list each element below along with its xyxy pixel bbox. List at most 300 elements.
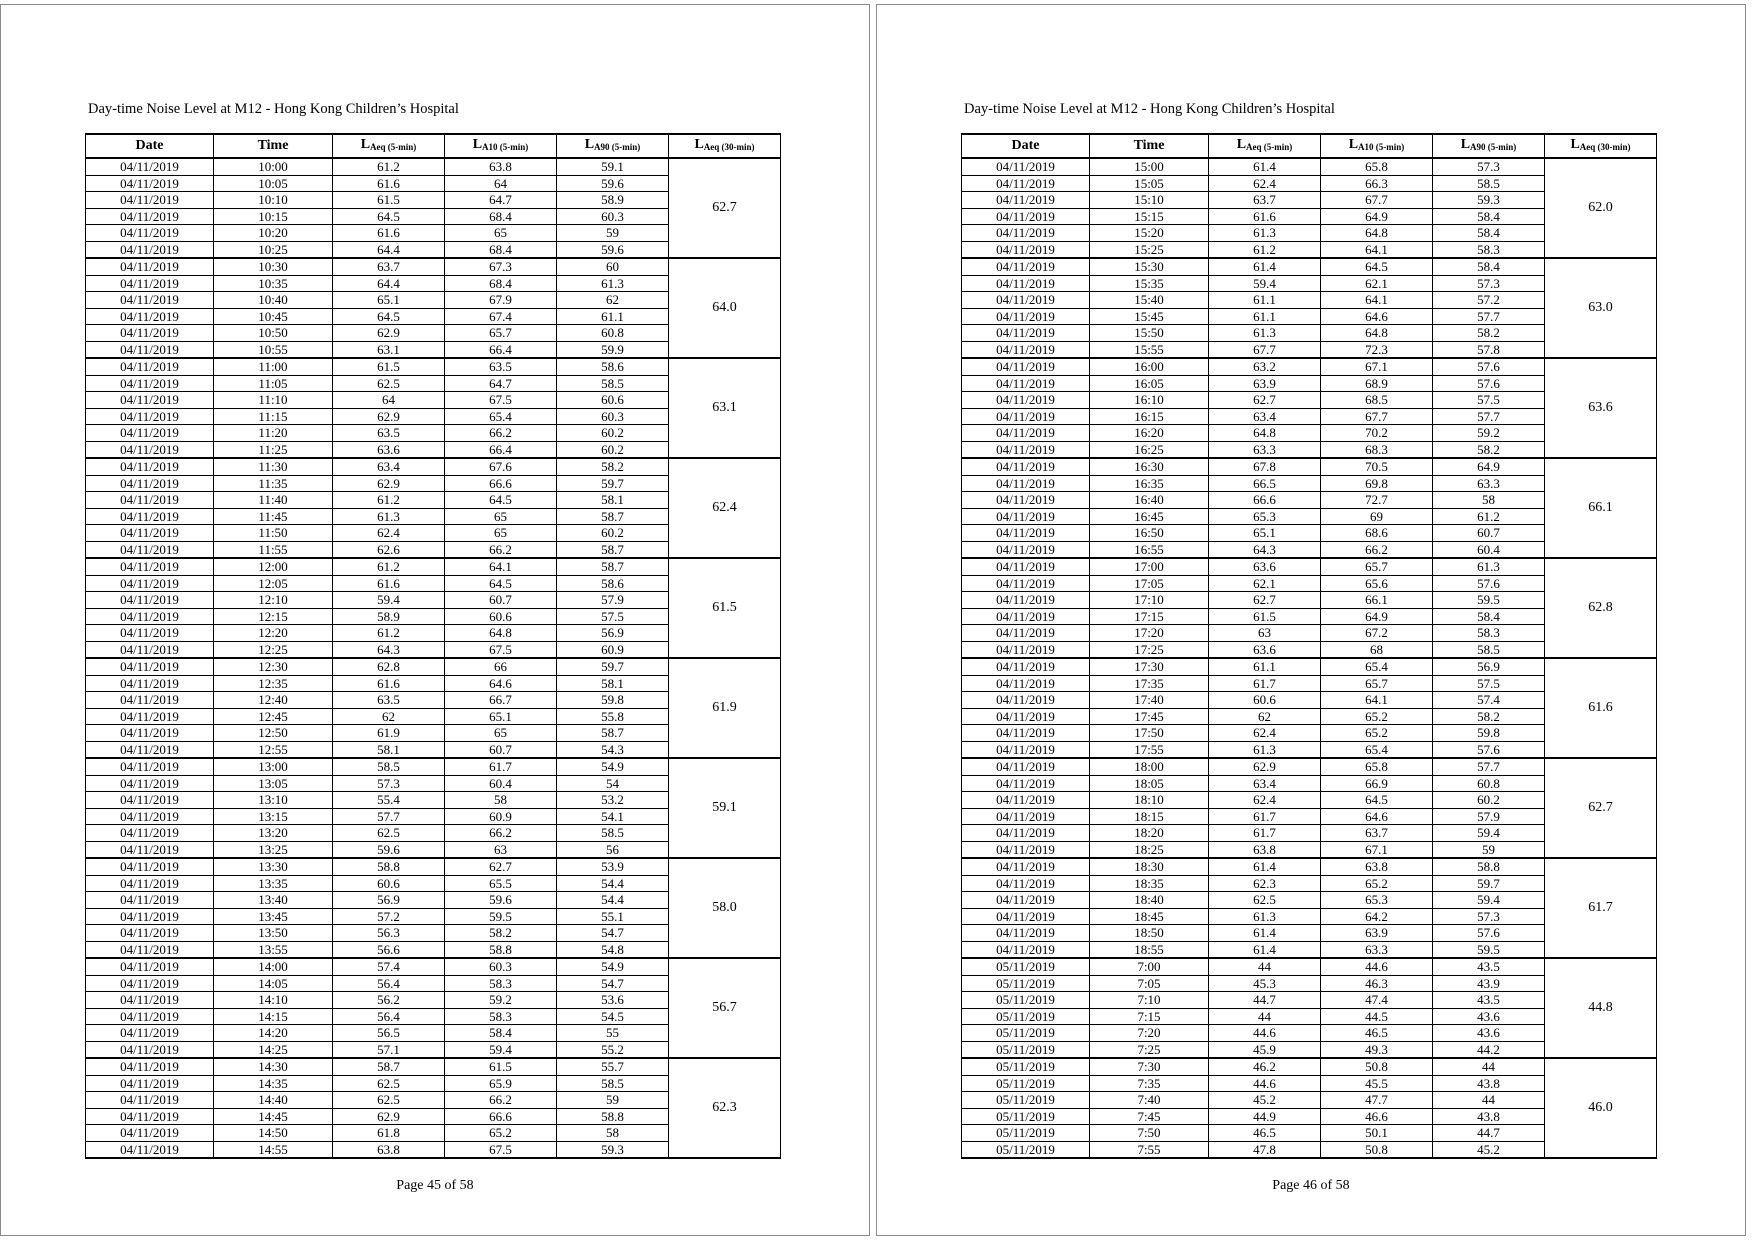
cell-date: 05/11/2019 — [962, 1141, 1090, 1158]
cell-laeq-30min: 63.6 — [1545, 358, 1657, 458]
cell-time: 7:35 — [1090, 1075, 1209, 1092]
cell-la10-5min: 58.4 — [445, 1025, 557, 1042]
cell-la90-5min: 57.3 — [1433, 275, 1545, 292]
cell-date: 04/11/2019 — [962, 725, 1090, 742]
cell-date: 05/11/2019 — [962, 1008, 1090, 1025]
cell-la90-5min: 58 — [557, 1125, 669, 1142]
cell-time: 11:20 — [214, 425, 333, 442]
cell-la10-5min: 59.2 — [445, 992, 557, 1009]
cell-date: 04/11/2019 — [962, 292, 1090, 309]
cell-time: 16:55 — [1090, 541, 1209, 558]
cell-date: 04/11/2019 — [962, 692, 1090, 709]
cell-la10-5min: 72.3 — [1321, 341, 1433, 358]
cell-laeq-5min: 62.5 — [333, 1092, 445, 1109]
cell-la10-5min: 66.2 — [445, 541, 557, 558]
cell-laeq-5min: 63.8 — [1209, 841, 1321, 858]
cell-laeq-5min: 61.2 — [333, 558, 445, 575]
cell-time: 13:00 — [214, 758, 333, 775]
cell-la10-5min: 64.6 — [445, 675, 557, 692]
cell-la10-5min: 64.5 — [445, 575, 557, 592]
cell-date: 04/11/2019 — [962, 641, 1090, 658]
cell-time: 10:15 — [214, 208, 333, 225]
cell-time: 18:10 — [1090, 792, 1209, 809]
cell-la10-5min: 58.2 — [445, 925, 557, 942]
cell-la90-5min: 54.7 — [557, 975, 669, 992]
cell-laeq-5min: 63.4 — [1209, 775, 1321, 792]
cell-la10-5min: 46.5 — [1321, 1025, 1433, 1042]
cell-la10-5min: 64.9 — [1321, 608, 1433, 625]
cell-laeq-30min: 62.7 — [669, 158, 781, 258]
cell-date: 04/11/2019 — [86, 1108, 214, 1125]
cell-date: 04/11/2019 — [86, 792, 214, 809]
cell-la90-5min: 58.6 — [557, 358, 669, 375]
cell-date: 04/11/2019 — [86, 1008, 214, 1025]
cell-date: 04/11/2019 — [962, 658, 1090, 675]
cell-time: 13:35 — [214, 875, 333, 892]
cell-date: 04/11/2019 — [86, 675, 214, 692]
cell-time: 14:20 — [214, 1025, 333, 1042]
cell-date: 04/11/2019 — [86, 258, 214, 275]
cell-date: 04/11/2019 — [86, 808, 214, 825]
cell-la10-5min: 65.4 — [445, 408, 557, 425]
cell-date: 04/11/2019 — [962, 925, 1090, 942]
cell-laeq-30min: 62.3 — [669, 1058, 781, 1158]
cell-la90-5min: 43.8 — [1433, 1108, 1545, 1125]
cell-time: 18:05 — [1090, 775, 1209, 792]
cell-time: 12:15 — [214, 608, 333, 625]
cell-date: 04/11/2019 — [962, 792, 1090, 809]
cell-laeq-5min: 64 — [333, 392, 445, 409]
cell-date: 04/11/2019 — [962, 741, 1090, 758]
cell-la90-5min: 58.5 — [557, 1075, 669, 1092]
table-row — [86, 1058, 781, 1075]
cell-date: 04/11/2019 — [962, 841, 1090, 858]
cell-la10-5min: 68.4 — [445, 241, 557, 258]
cell-time: 10:25 — [214, 241, 333, 258]
cell-la10-5min: 67.5 — [445, 641, 557, 658]
cell-laeq-5min: 63.3 — [1209, 441, 1321, 458]
page-46 — [876, 4, 1746, 1236]
cell-la10-5min: 69.8 — [1321, 475, 1433, 492]
cell-time: 10:10 — [214, 192, 333, 209]
cell-date: 04/11/2019 — [962, 758, 1090, 775]
cell-laeq-5min: 56.9 — [333, 892, 445, 909]
table-row — [86, 558, 781, 575]
cell-la90-5min: 60.2 — [557, 525, 669, 542]
cell-date: 04/11/2019 — [962, 225, 1090, 242]
cell-la90-5min: 58.1 — [557, 492, 669, 509]
cell-la90-5min: 57.6 — [1433, 925, 1545, 942]
cell-la90-5min: 58.7 — [557, 541, 669, 558]
cell-la90-5min: 59.4 — [1433, 825, 1545, 842]
cell-date: 04/11/2019 — [86, 1025, 214, 1042]
cell-time: 17:20 — [1090, 625, 1209, 642]
cell-laeq-5min: 61.7 — [1209, 825, 1321, 842]
table-row — [962, 558, 1657, 575]
cell-laeq-5min: 62.5 — [333, 1075, 445, 1092]
cell-laeq-5min: 62.3 — [1209, 875, 1321, 892]
cell-la90-5min: 55.2 — [557, 1041, 669, 1058]
cell-la90-5min: 54.5 — [557, 1008, 669, 1025]
cell-la10-5min: 66.4 — [445, 341, 557, 358]
cell-date: 04/11/2019 — [86, 541, 214, 558]
cell-time: 17:10 — [1090, 592, 1209, 609]
cell-la10-5min: 68.3 — [1321, 441, 1433, 458]
cell-la10-5min: 67.6 — [445, 458, 557, 475]
cell-date: 05/11/2019 — [962, 1092, 1090, 1109]
cell-la90-5min: 60.3 — [557, 208, 669, 225]
cell-date: 04/11/2019 — [86, 341, 214, 358]
cell-laeq-5min: 46.2 — [1209, 1058, 1321, 1075]
cell-time: 12:20 — [214, 625, 333, 642]
cell-la10-5min: 65 — [445, 725, 557, 742]
cell-laeq-5min: 61.3 — [333, 508, 445, 525]
cell-laeq-5min: 61.9 — [333, 725, 445, 742]
cell-la10-5min: 64.6 — [1321, 808, 1433, 825]
cell-la10-5min: 66.2 — [445, 425, 557, 442]
cell-laeq-5min: 62.7 — [1209, 392, 1321, 409]
cell-time: 7:05 — [1090, 975, 1209, 992]
cell-la10-5min: 64.2 — [1321, 908, 1433, 925]
cell-la10-5min: 49.3 — [1321, 1041, 1433, 1058]
cell-laeq-5min: 65.1 — [333, 292, 445, 309]
cell-date: 04/11/2019 — [962, 308, 1090, 325]
cell-laeq-5min: 65.3 — [1209, 508, 1321, 525]
cell-la90-5min: 60.6 — [557, 392, 669, 409]
cell-time: 10:20 — [214, 225, 333, 242]
cell-date: 04/11/2019 — [962, 808, 1090, 825]
table-row — [962, 658, 1657, 675]
table-row — [86, 758, 781, 775]
cell-la90-5min: 59.8 — [557, 692, 669, 709]
cell-time: 15:25 — [1090, 241, 1209, 258]
cell-time: 14:25 — [214, 1041, 333, 1058]
cell-laeq-5min: 63.6 — [1209, 558, 1321, 575]
cell-date: 04/11/2019 — [86, 641, 214, 658]
cell-la90-5min: 58.7 — [557, 725, 669, 742]
cell-time: 12:55 — [214, 741, 333, 758]
cell-laeq-30min: 62.0 — [1545, 158, 1657, 258]
cell-laeq-5min: 63.5 — [333, 692, 445, 709]
cell-la10-5min: 62.1 — [1321, 275, 1433, 292]
cell-la10-5min: 67.7 — [1321, 192, 1433, 209]
cell-time: 15:10 — [1090, 192, 1209, 209]
cell-la10-5min: 64.1 — [445, 558, 557, 575]
cell-la90-5min: 61.3 — [1433, 558, 1545, 575]
cell-laeq-5min: 62.6 — [333, 541, 445, 558]
table-body — [962, 158, 1657, 1158]
cell-la10-5min: 50.8 — [1321, 1141, 1433, 1158]
cell-la10-5min: 68.4 — [445, 208, 557, 225]
cell-la90-5min: 60.4 — [1433, 541, 1545, 558]
cell-la90-5min: 59.7 — [1433, 875, 1545, 892]
cell-laeq-5min: 64.4 — [333, 241, 445, 258]
cell-la10-5min: 65.4 — [1321, 741, 1433, 758]
cell-date: 04/11/2019 — [86, 1058, 214, 1075]
cell-la90-5min: 59.2 — [1433, 425, 1545, 442]
cell-time: 13:25 — [214, 841, 333, 858]
cell-time: 18:30 — [1090, 858, 1209, 875]
table-row — [86, 858, 781, 875]
cell-la90-5min: 58.4 — [1433, 258, 1545, 275]
cell-date: 04/11/2019 — [86, 625, 214, 642]
cell-la90-5min: 54 — [557, 775, 669, 792]
page-number: Page 45 of 58 — [396, 1178, 474, 1193]
cell-la90-5min: 54.8 — [557, 941, 669, 958]
cell-laeq-5min: 63.6 — [333, 441, 445, 458]
cell-laeq-5min: 56.3 — [333, 925, 445, 942]
cell-time: 10:55 — [214, 341, 333, 358]
cell-laeq-5min: 62.9 — [333, 408, 445, 425]
page-number: Page 46 of 58 — [1272, 1178, 1350, 1193]
cell-la10-5min: 66.6 — [445, 1108, 557, 1125]
table-row — [86, 158, 781, 175]
cell-date: 04/11/2019 — [86, 392, 214, 409]
cell-laeq-5min: 62.5 — [333, 825, 445, 842]
cell-date: 04/11/2019 — [86, 975, 214, 992]
cell-la10-5min: 64.1 — [1321, 292, 1433, 309]
cell-date: 04/11/2019 — [962, 608, 1090, 625]
cell-date: 04/11/2019 — [962, 708, 1090, 725]
cell-time: 16:00 — [1090, 358, 1209, 375]
cell-laeq-30min: 44.8 — [1545, 958, 1657, 1058]
cell-laeq-5min: 44 — [1209, 958, 1321, 975]
cell-laeq-5min: 61.3 — [1209, 225, 1321, 242]
cell-time: 12:00 — [214, 558, 333, 575]
cell-la90-5min: 54.1 — [557, 808, 669, 825]
cell-time: 16:10 — [1090, 392, 1209, 409]
cell-date: 04/11/2019 — [962, 941, 1090, 958]
cell-laeq-5min: 57.1 — [333, 1041, 445, 1058]
cell-laeq-5min: 57.7 — [333, 808, 445, 825]
cell-la90-5min: 43.5 — [1433, 992, 1545, 1009]
cell-laeq-5min: 67.7 — [1209, 341, 1321, 358]
cell-date: 04/11/2019 — [86, 841, 214, 858]
cell-date: 04/11/2019 — [86, 941, 214, 958]
cell-laeq-5min: 56.6 — [333, 941, 445, 958]
cell-la90-5min: 57.8 — [1433, 341, 1545, 358]
cell-la90-5min: 60 — [557, 258, 669, 275]
cell-date: 05/11/2019 — [962, 1075, 1090, 1092]
cell-la10-5min: 70.2 — [1321, 425, 1433, 442]
cell-laeq-5min: 64.3 — [1209, 541, 1321, 558]
cell-laeq-5min: 62.4 — [1209, 175, 1321, 192]
cell-time: 18:20 — [1090, 825, 1209, 842]
cell-la10-5min: 65.1 — [445, 708, 557, 725]
header-laeq-5min: $L_{Aeq (5-min)}$ — [333, 134, 445, 158]
cell-time: 10:05 — [214, 175, 333, 192]
cell-la10-5min: 65.5 — [445, 875, 557, 892]
cell-la90-5min: 57.9 — [1433, 808, 1545, 825]
cell-la10-5min: 65 — [445, 225, 557, 242]
cell-date: 04/11/2019 — [962, 908, 1090, 925]
cell-laeq-5min: 61.2 — [1209, 241, 1321, 258]
cell-date: 04/11/2019 — [86, 992, 214, 1009]
cell-la10-5min: 62.7 — [445, 858, 557, 875]
cell-laeq-5min: 57.3 — [333, 775, 445, 792]
cell-la90-5min: 57.7 — [1433, 308, 1545, 325]
cell-laeq-5min: 63.1 — [333, 341, 445, 358]
cell-date: 04/11/2019 — [86, 158, 214, 175]
cell-time: 11:15 — [214, 408, 333, 425]
cell-date: 04/11/2019 — [86, 1125, 214, 1142]
cell-la90-5min: 55.1 — [557, 908, 669, 925]
cell-laeq-5min: 58.9 — [333, 608, 445, 625]
cell-la90-5min: 58.7 — [557, 558, 669, 575]
cell-time: 11:05 — [214, 375, 333, 392]
cell-la90-5min: 57.5 — [1433, 675, 1545, 692]
cell-la90-5min: 54.9 — [557, 958, 669, 975]
header-time: Time — [1090, 134, 1209, 158]
cell-la90-5min: 57.7 — [1433, 408, 1545, 425]
cell-laeq-5min: 56.2 — [333, 992, 445, 1009]
cell-laeq-5min: 61.6 — [333, 575, 445, 592]
cell-date: 04/11/2019 — [86, 458, 214, 475]
cell-la90-5min: 59.9 — [557, 341, 669, 358]
cell-date: 04/11/2019 — [86, 592, 214, 609]
cell-la90-5min: 58.4 — [1433, 225, 1545, 242]
cell-la90-5min: 60.8 — [1433, 775, 1545, 792]
cell-laeq-5min: 62.9 — [333, 1108, 445, 1125]
table-row — [86, 358, 781, 375]
cell-date: 04/11/2019 — [962, 892, 1090, 909]
cell-laeq-5min: 63.7 — [333, 258, 445, 275]
cell-date: 04/11/2019 — [962, 241, 1090, 258]
cell-date: 04/11/2019 — [86, 175, 214, 192]
cell-time: 12:30 — [214, 658, 333, 675]
cell-laeq-5min: 61.2 — [333, 625, 445, 642]
cell-laeq-5min: 62.4 — [1209, 725, 1321, 742]
cell-date: 05/11/2019 — [962, 1125, 1090, 1142]
cell-la10-5min: 66.1 — [1321, 592, 1433, 609]
cell-la10-5min: 58 — [445, 792, 557, 809]
cell-date: 04/11/2019 — [962, 458, 1090, 475]
cell-time: 17:30 — [1090, 658, 1209, 675]
cell-time: 14:35 — [214, 1075, 333, 1092]
cell-la10-5min: 58.3 — [445, 1008, 557, 1025]
cell-time: 12:25 — [214, 641, 333, 658]
cell-la10-5min: 47.7 — [1321, 1092, 1433, 1109]
cell-la90-5min: 43.9 — [1433, 975, 1545, 992]
cell-time: 11:50 — [214, 525, 333, 542]
table-row — [962, 1058, 1657, 1075]
cell-date: 04/11/2019 — [86, 558, 214, 575]
cell-la10-5min: 66.2 — [445, 1092, 557, 1109]
cell-la10-5min: 64.1 — [1321, 241, 1433, 258]
header-la10-5min: $L_{A10 (5-min)}$ — [445, 134, 557, 158]
cell-la10-5min: 63 — [445, 841, 557, 858]
cell-laeq-5min: 60.6 — [1209, 692, 1321, 709]
cell-la90-5min: 59.3 — [557, 1141, 669, 1158]
cell-la90-5min: 58.7 — [557, 508, 669, 525]
cell-laeq-5min: 45.2 — [1209, 1092, 1321, 1109]
cell-date: 04/11/2019 — [86, 892, 214, 909]
table-row — [962, 458, 1657, 475]
page-title: Day-time Noise Level at M12 - Hong Kong Children’s Hospital — [88, 101, 459, 117]
cell-la90-5min: 59.7 — [557, 475, 669, 492]
cell-la10-5min: 67.4 — [445, 308, 557, 325]
cell-la90-5min: 61.1 — [557, 308, 669, 325]
cell-la90-5min: 55.7 — [557, 1058, 669, 1075]
cell-date: 05/11/2019 — [962, 975, 1090, 992]
cell-date: 04/11/2019 — [962, 825, 1090, 842]
cell-laeq-5min: 45.9 — [1209, 1041, 1321, 1058]
cell-la90-5min: 57.6 — [1433, 575, 1545, 592]
cell-la10-5min: 65.8 — [1321, 158, 1433, 175]
cell-la90-5min: 57.3 — [1433, 158, 1545, 175]
cell-time: 17:15 — [1090, 608, 1209, 625]
cell-time: 14:00 — [214, 958, 333, 975]
cell-la10-5min: 66 — [445, 658, 557, 675]
cell-date: 04/11/2019 — [962, 875, 1090, 892]
cell-laeq-5min: 62.9 — [333, 475, 445, 492]
cell-date: 04/11/2019 — [962, 475, 1090, 492]
cell-la90-5min: 58.5 — [557, 825, 669, 842]
cell-time: 13:55 — [214, 941, 333, 958]
cell-la10-5min: 65.6 — [1321, 575, 1433, 592]
cell-la10-5min: 44.5 — [1321, 1008, 1433, 1025]
cell-laeq-30min: 46.0 — [1545, 1058, 1657, 1158]
cell-la90-5min: 54.7 — [557, 925, 669, 942]
cell-la90-5min: 59.8 — [1433, 725, 1545, 742]
cell-time: 13:45 — [214, 908, 333, 925]
cell-date: 04/11/2019 — [86, 308, 214, 325]
cell-laeq-5min: 44.6 — [1209, 1025, 1321, 1042]
cell-la10-5min: 68.6 — [1321, 525, 1433, 542]
cell-la10-5min: 60.7 — [445, 592, 557, 609]
table-row — [86, 458, 781, 475]
cell-laeq-5min: 61.4 — [1209, 941, 1321, 958]
cell-time: 14:40 — [214, 1092, 333, 1109]
cell-la90-5min: 58.1 — [557, 675, 669, 692]
cell-la10-5min: 64.8 — [1321, 225, 1433, 242]
cell-la10-5min: 59.5 — [445, 908, 557, 925]
cell-laeq-5min: 66.5 — [1209, 475, 1321, 492]
cell-la10-5min: 59.4 — [445, 1041, 557, 1058]
table-row — [86, 958, 781, 975]
cell-la90-5min: 57.3 — [1433, 908, 1545, 925]
cell-laeq-5min: 57.4 — [333, 958, 445, 975]
cell-la10-5min: 68 — [1321, 641, 1433, 658]
cell-laeq-5min: 64.8 — [1209, 425, 1321, 442]
cell-la90-5min: 45.2 — [1433, 1141, 1545, 1158]
cell-time: 18:00 — [1090, 758, 1209, 775]
cell-la10-5min: 44.6 — [1321, 958, 1433, 975]
cell-la90-5min: 59.5 — [1433, 592, 1545, 609]
cell-la90-5min: 64.9 — [1433, 458, 1545, 475]
cell-la10-5min: 67.3 — [445, 258, 557, 275]
cell-la10-5min: 65.9 — [445, 1075, 557, 1092]
cell-la10-5min: 65.2 — [1321, 875, 1433, 892]
cell-laeq-5min: 56.5 — [333, 1025, 445, 1042]
cell-la90-5min: 54.3 — [557, 741, 669, 758]
cell-laeq-5min: 59.4 — [1209, 275, 1321, 292]
cell-laeq-5min: 61.7 — [1209, 808, 1321, 825]
cell-time: 15:40 — [1090, 292, 1209, 309]
cell-date: 04/11/2019 — [86, 908, 214, 925]
cell-la90-5min: 59.4 — [1433, 892, 1545, 909]
cell-la10-5min: 63.7 — [1321, 825, 1433, 842]
cell-time: 12:40 — [214, 692, 333, 709]
cell-la10-5min: 64.7 — [445, 375, 557, 392]
cell-la90-5min: 58.5 — [1433, 641, 1545, 658]
cell-la10-5min: 65 — [445, 508, 557, 525]
cell-la90-5min: 58.3 — [1433, 625, 1545, 642]
cell-la10-5min: 66.3 — [1321, 175, 1433, 192]
cell-laeq-5min: 63.9 — [1209, 375, 1321, 392]
cell-time: 7:30 — [1090, 1058, 1209, 1075]
cell-date: 04/11/2019 — [86, 408, 214, 425]
